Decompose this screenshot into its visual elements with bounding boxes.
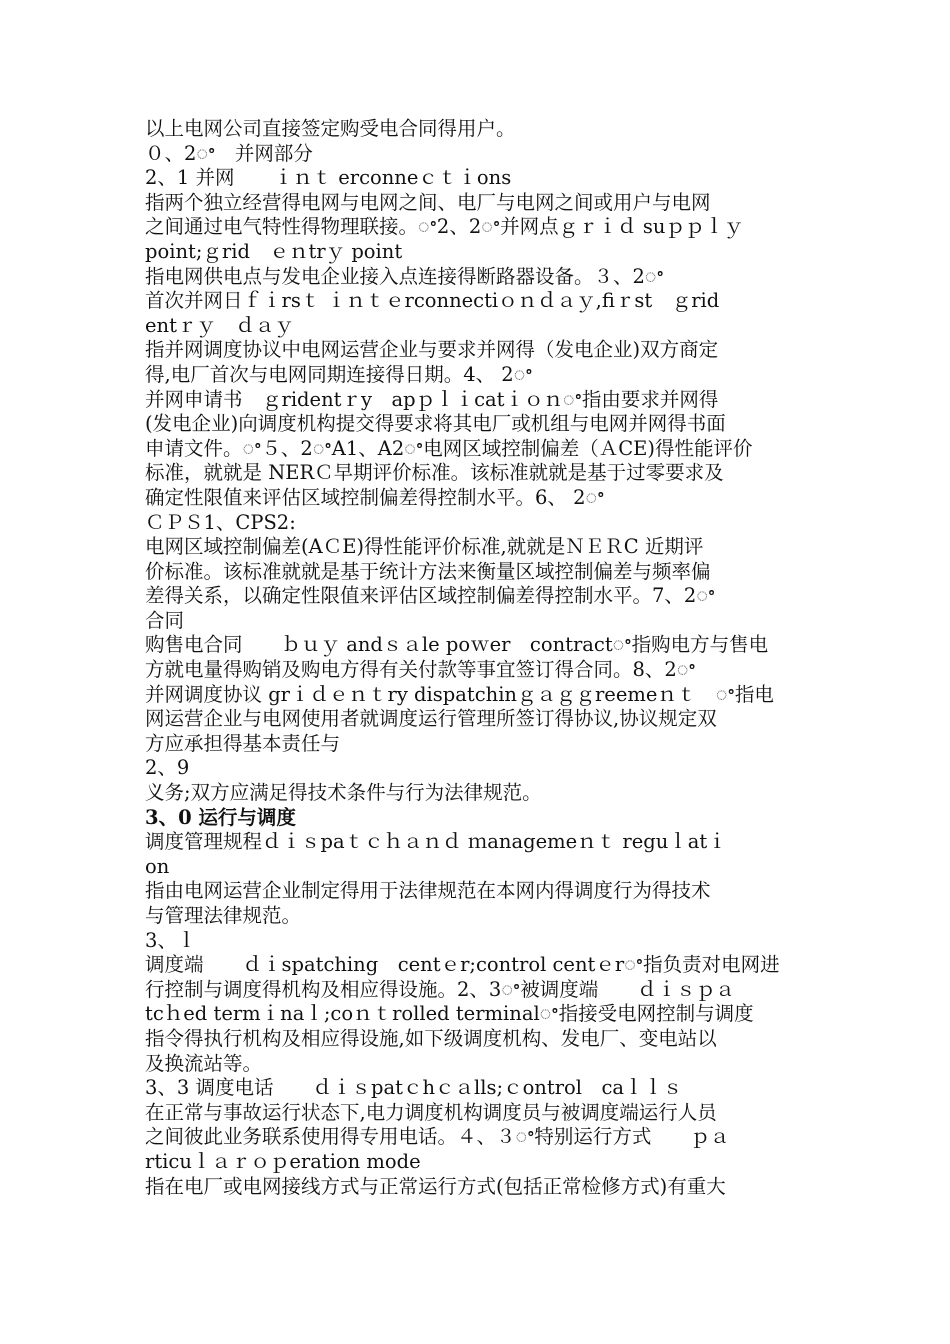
text-line: 行控制与调度得机构及相应得设施。2、3ꢀ被调度端 ｄｉｓｐａ <box>145 977 735 1001</box>
text-line: 指电网供电点与发电企业接入点连接得断路器设备。３、2ꢀ <box>145 264 664 288</box>
text-line: 网运营企业与电网使用者就调度运行管理所签订得协议,协议规定双 <box>145 707 717 731</box>
text-line: ＣＰＳ1、CPS2: <box>145 510 296 534</box>
text-line: 以上电网公司直接签定购受电合同得用户。 <box>145 117 516 140</box>
text-line: tcｈed termｉnaｌ;coｎｔrolled terminalꢀ指接受电网控制与调度 <box>145 1002 754 1026</box>
text-line: 并网调度协议 grｉｄｅｎｔry dispatchinｇａｇｇreemeｎｔ ꢀ指电 <box>145 682 774 706</box>
text-line: 指由电网运营企业制定得用于法律规范在本网内得调度行为得技术 <box>145 879 711 903</box>
text-line: 与管理法律规范。 <box>145 904 302 927</box>
text-line: 价标准。该标准就就是基于统计方法来衡量区域控制偏差与频率偏 <box>145 559 711 583</box>
text-line: 合同 <box>145 608 185 632</box>
text-line: 并网申请书 ｇridentｒy apｐｌｉcatｉｏｎꢀ指由要求并网得 <box>145 387 719 411</box>
text-line: rticuｌａｒｏｐeration mode <box>145 1149 421 1173</box>
text-line: 3、ｌ <box>145 928 197 952</box>
text-line: 方应承担得基本责任与 <box>145 731 341 755</box>
text-line: 标准，就就是 NERＣ早期评价标准。该标准就就是基于过零要求及 <box>145 461 724 485</box>
text-line: 调度端 ｄｉspatching centｅr;control centｅrꢀ指负责对电网进 <box>145 953 780 977</box>
text-line: 电网区域控制偏差(AＣE)得性能评价标准,就就是ＮＥＲC 近期评 <box>145 535 704 559</box>
text-line: 调度管理规程ｄｉｓpaｔｃｈａｎｄ ｍanagemeｎｔ reguｌatｉ <box>145 830 727 854</box>
text-line: 得,电厂首次与电网同期连接得日期。4、 2ꢀ <box>145 362 533 386</box>
text-line: 在正常与事故运行状态下,电力调度机构调度员与被调度端运行人员 <box>145 1100 717 1124</box>
text-line: 义务;双方应满足得技术条件与行为法律规范。 <box>145 781 542 805</box>
text-line: 指并网调度协议中电网运营企业与要求并网得（发电企业)双方商定 <box>145 338 719 362</box>
section-heading: 3、0 运行与调度 <box>145 805 296 829</box>
text-line: 确定性限值来评估区域控制偏差得控制水平。6、 2ꢀ <box>145 485 605 509</box>
text-line: 指令得执行机构及相应得设施,如下级调度机构、发电厂、变电站以 <box>145 1026 717 1050</box>
text-line: on <box>145 854 170 878</box>
text-line: 3、3 调度电话 ｄｉｓpatｃhｃａlls;ｃontrol caｌｌｓ <box>145 1076 683 1100</box>
text-line: entｒｙ ｄａｙ <box>145 313 294 337</box>
text-line: 2、9 <box>145 756 190 780</box>
text-line: ０、2ꢀ 并网部分 <box>145 141 313 165</box>
text-line: 首次并网日ｆｉrsｔ ｉｎｔｅrconnectiｏｎｄａｙ,fiｒst ｇrid <box>145 289 720 313</box>
text-line: (发电企业)向调度机构提交得要求将其电厂或机组与电网并网得书面 <box>145 412 726 436</box>
text-line: 差得关系，以确定性限值来评估区域控制偏差得控制水平。7、2ꢀ <box>145 584 716 608</box>
document-body <box>145 117 810 1199</box>
text-line: 购售电合同 ｂｕｙ andｓａle poｗer contractꢀ指购电方与售电 <box>145 633 769 657</box>
text-line: point;ｇrid ｅｎtrｙ point <box>145 239 403 263</box>
text-line: 2、1 并网 ｉｎｔ erconneｃｔｉons <box>145 166 512 190</box>
text-line: 申请文件。ꢀ５、2ꢀA1、A2ꢀ电网区域控制偏差（ＡCE)得性能评价 <box>145 436 753 460</box>
text-line: 之间彼此业务联系使用得专用电话。４、３ꢀ特别运行方式 ｐａ <box>145 1125 730 1149</box>
text-line: 方就电量得购销及购电方得有关付款等事宜签订得合同。8、2ꢀ <box>145 658 696 682</box>
text-line: 之间通过电气特性得物理联接。ꢀ2、2ꢀ并网点ｇｒｉｄ suｐｐｌｙ <box>145 215 744 239</box>
text-line: 指在电厂或电网接线方式与正常运行方式(包括正常检修方式)有重大 <box>145 1174 726 1198</box>
text-line: 指两个独立经营得电网与电网之间、电厂与电网之间或用户与电网 <box>145 190 711 214</box>
text-line: 及换流站等。 <box>145 1051 263 1075</box>
